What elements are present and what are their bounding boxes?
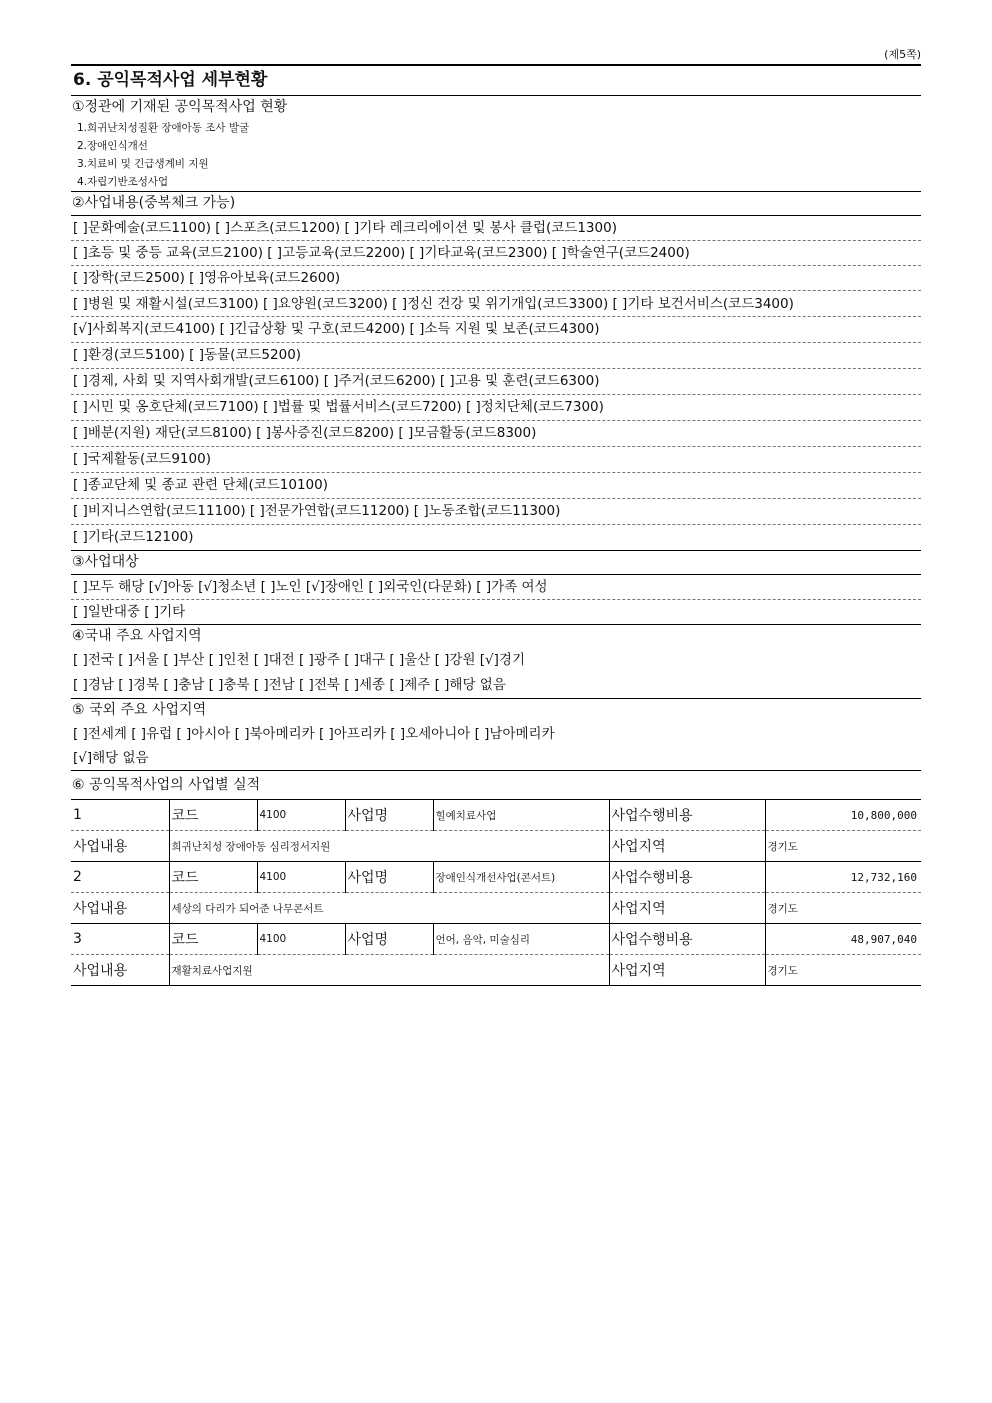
project-detail-row: [71, 955, 921, 986]
project-region-label: 사업지역: [609, 893, 765, 924]
project-detail-row: [71, 893, 921, 924]
project-content: 희귀난치성 장애아동 심리정서지원: [169, 831, 609, 862]
project-content: 세상의 다리가 되어준 나무콘서트: [169, 893, 609, 924]
articles-item: 3.치료비 및 긴급생계비 지원: [77, 158, 209, 170]
business-category-row: [ ]장학(코드2500) [ ]영유아보육(코드2600): [71, 265, 921, 290]
articles-item: 4.자립기반조성사업: [77, 176, 169, 188]
form-page: [71, 46, 921, 986]
business-category-row: [ ]병원 및 재활시설(코드3100) [ ]요양원(코드3200) [ ]정신 건강 및 위기개입(코드3300) [ ]기타 보건서비스(코드3400): [71, 290, 921, 316]
project-row: [71, 862, 921, 893]
project-code: 4100: [257, 800, 345, 831]
business-category-row: [√]사회복지(코드4100) [ ]긴급상황 및 구호(코드4200) [ ]소득 지원 및 보존(코드4300): [71, 316, 921, 342]
business-content-heading: ②사업내용(중복체크 가능): [71, 191, 921, 215]
project-name-label: 사업명: [345, 924, 433, 955]
business-category-row: [ ]초등 및 중등 교육(코드2100) [ ]고등교육(코드2200) [ ]기타교육(코드2300) [ ]학술연구(코드2400): [71, 240, 921, 265]
project-region-label: 사업지역: [609, 831, 765, 862]
project-cost-label: 사업수행비용: [609, 924, 765, 955]
project-name-label: 사업명: [345, 800, 433, 831]
business-category-row: [ ]배분(지원) 재단(코드8100) [ ]봉사증진(코드8200) [ ]모금활동(코드8300): [71, 420, 921, 446]
articles-purpose-heading: ①정관에 기재된 공익목적사업 현황: [72, 99, 288, 115]
project-name: 장애인식개선사업(콘서트): [433, 862, 609, 893]
project-name: 언어, 음악, 미술심리: [433, 924, 609, 955]
project-row: [71, 924, 921, 955]
domestic-region-heading: ④국내 주요 사업지역: [71, 624, 921, 648]
project-content-label: 사업내용: [71, 831, 169, 862]
project-number: 2: [71, 862, 169, 893]
code-label: 코드: [169, 800, 257, 831]
business-category-row: [ ]기타(코드12100): [71, 524, 921, 550]
project-region: 경기도: [765, 831, 921, 862]
business-target-row: [ ]모두 해당 [√]아동 [√]청소년 [ ]노인 [√]장애인 [ ]외국인(다문화) [ ]가족 여성: [71, 574, 921, 599]
project-number: 1: [71, 800, 169, 831]
articles-item: 2.장애인식개선: [77, 140, 148, 152]
business-category-row: [ ]환경(코드5100) [ ]동물(코드5200): [71, 342, 921, 368]
project-cost-label: 사업수행비용: [609, 800, 765, 831]
domestic-region-row: [ ]경남 [ ]경북 [ ]충남 [ ]충북 [ ]전남 [ ]전북 [ ]세종 [ ]제주 [ ]해당 없음: [73, 677, 506, 693]
project-name: 힐예치료사업: [433, 800, 609, 831]
project-content-label: 사업내용: [71, 955, 169, 986]
project-content: 재활치료사업지원: [169, 955, 609, 986]
business-category-row: [ ]경제, 사회 및 지역사회개발(코드6100) [ ]주거(코드6200) [ ]고용 및 훈련(코드6300): [71, 368, 921, 394]
domestic-region-row: [ ]전국 [ ]서울 [ ]부산 [ ]인천 [ ]대전 [ ]광주 [ ]대구 [ ]울산 [ ]강원 [√]경기: [73, 652, 526, 668]
articles-item: 1.희귀난치성질환 장애아동 조사 발굴: [77, 122, 250, 134]
business-category-row: [ ]비지니스연합(코드11100) [ ]전문가연합(코드11200) [ ]노동조합(코드11300): [71, 498, 921, 524]
overseas-region-row: [√]해당 없음: [73, 750, 149, 766]
code-label: 코드: [169, 924, 257, 955]
project-cost: 48,907,040: [765, 924, 921, 955]
page-number: (제5쪽): [884, 48, 921, 61]
project-row: [71, 800, 921, 831]
project-detail-row: [71, 831, 921, 862]
business-category-row: [ ]시민 및 옹호단체(코드7100) [ ]법률 및 법률서비스(코드7200) [ ]정치단체(코드7300): [71, 394, 921, 420]
performance-table: [71, 799, 921, 986]
project-region: 경기도: [765, 893, 921, 924]
project-cost: 10,800,000: [765, 800, 921, 831]
code-label: 코드: [169, 862, 257, 893]
project-code: 4100: [257, 862, 345, 893]
business-category-row: [ ]종교단체 및 종교 관련 단체(코드10100): [71, 472, 921, 498]
business-category-row: [ ]문화예술(코드1100) [ ]스포츠(코드1200) [ ]기타 레크리에이션 및 봉사 클럽(코드1300): [71, 215, 921, 240]
project-region-label: 사업지역: [609, 955, 765, 986]
business-target-row: [ ]일반대중 [ ]기타: [71, 599, 921, 624]
project-cost: 12,732,160: [765, 862, 921, 893]
overseas-region-row: [ ]전세계 [ ]유럽 [ ]아시아 [ ]북아메리카 [ ]아프리카 [ ]오세아니아 [ ]남아메리카: [73, 726, 555, 742]
project-cost-label: 사업수행비용: [609, 862, 765, 893]
project-name-label: 사업명: [345, 862, 433, 893]
project-code: 4100: [257, 924, 345, 955]
business-target-heading: ③사업대상: [71, 550, 921, 574]
performance-heading: ⑥ 공익목적사업의 사업별 실적: [71, 770, 921, 799]
project-content-label: 사업내용: [71, 893, 169, 924]
business-category-row: [ ]국제활동(코드9100): [71, 446, 921, 472]
project-number: 3: [71, 924, 169, 955]
overseas-region-heading: ⑤ 국외 주요 사업지역: [71, 698, 921, 722]
section-title: 6. 공익목적사업 세부현황: [71, 64, 921, 96]
project-region: 경기도: [765, 955, 921, 986]
